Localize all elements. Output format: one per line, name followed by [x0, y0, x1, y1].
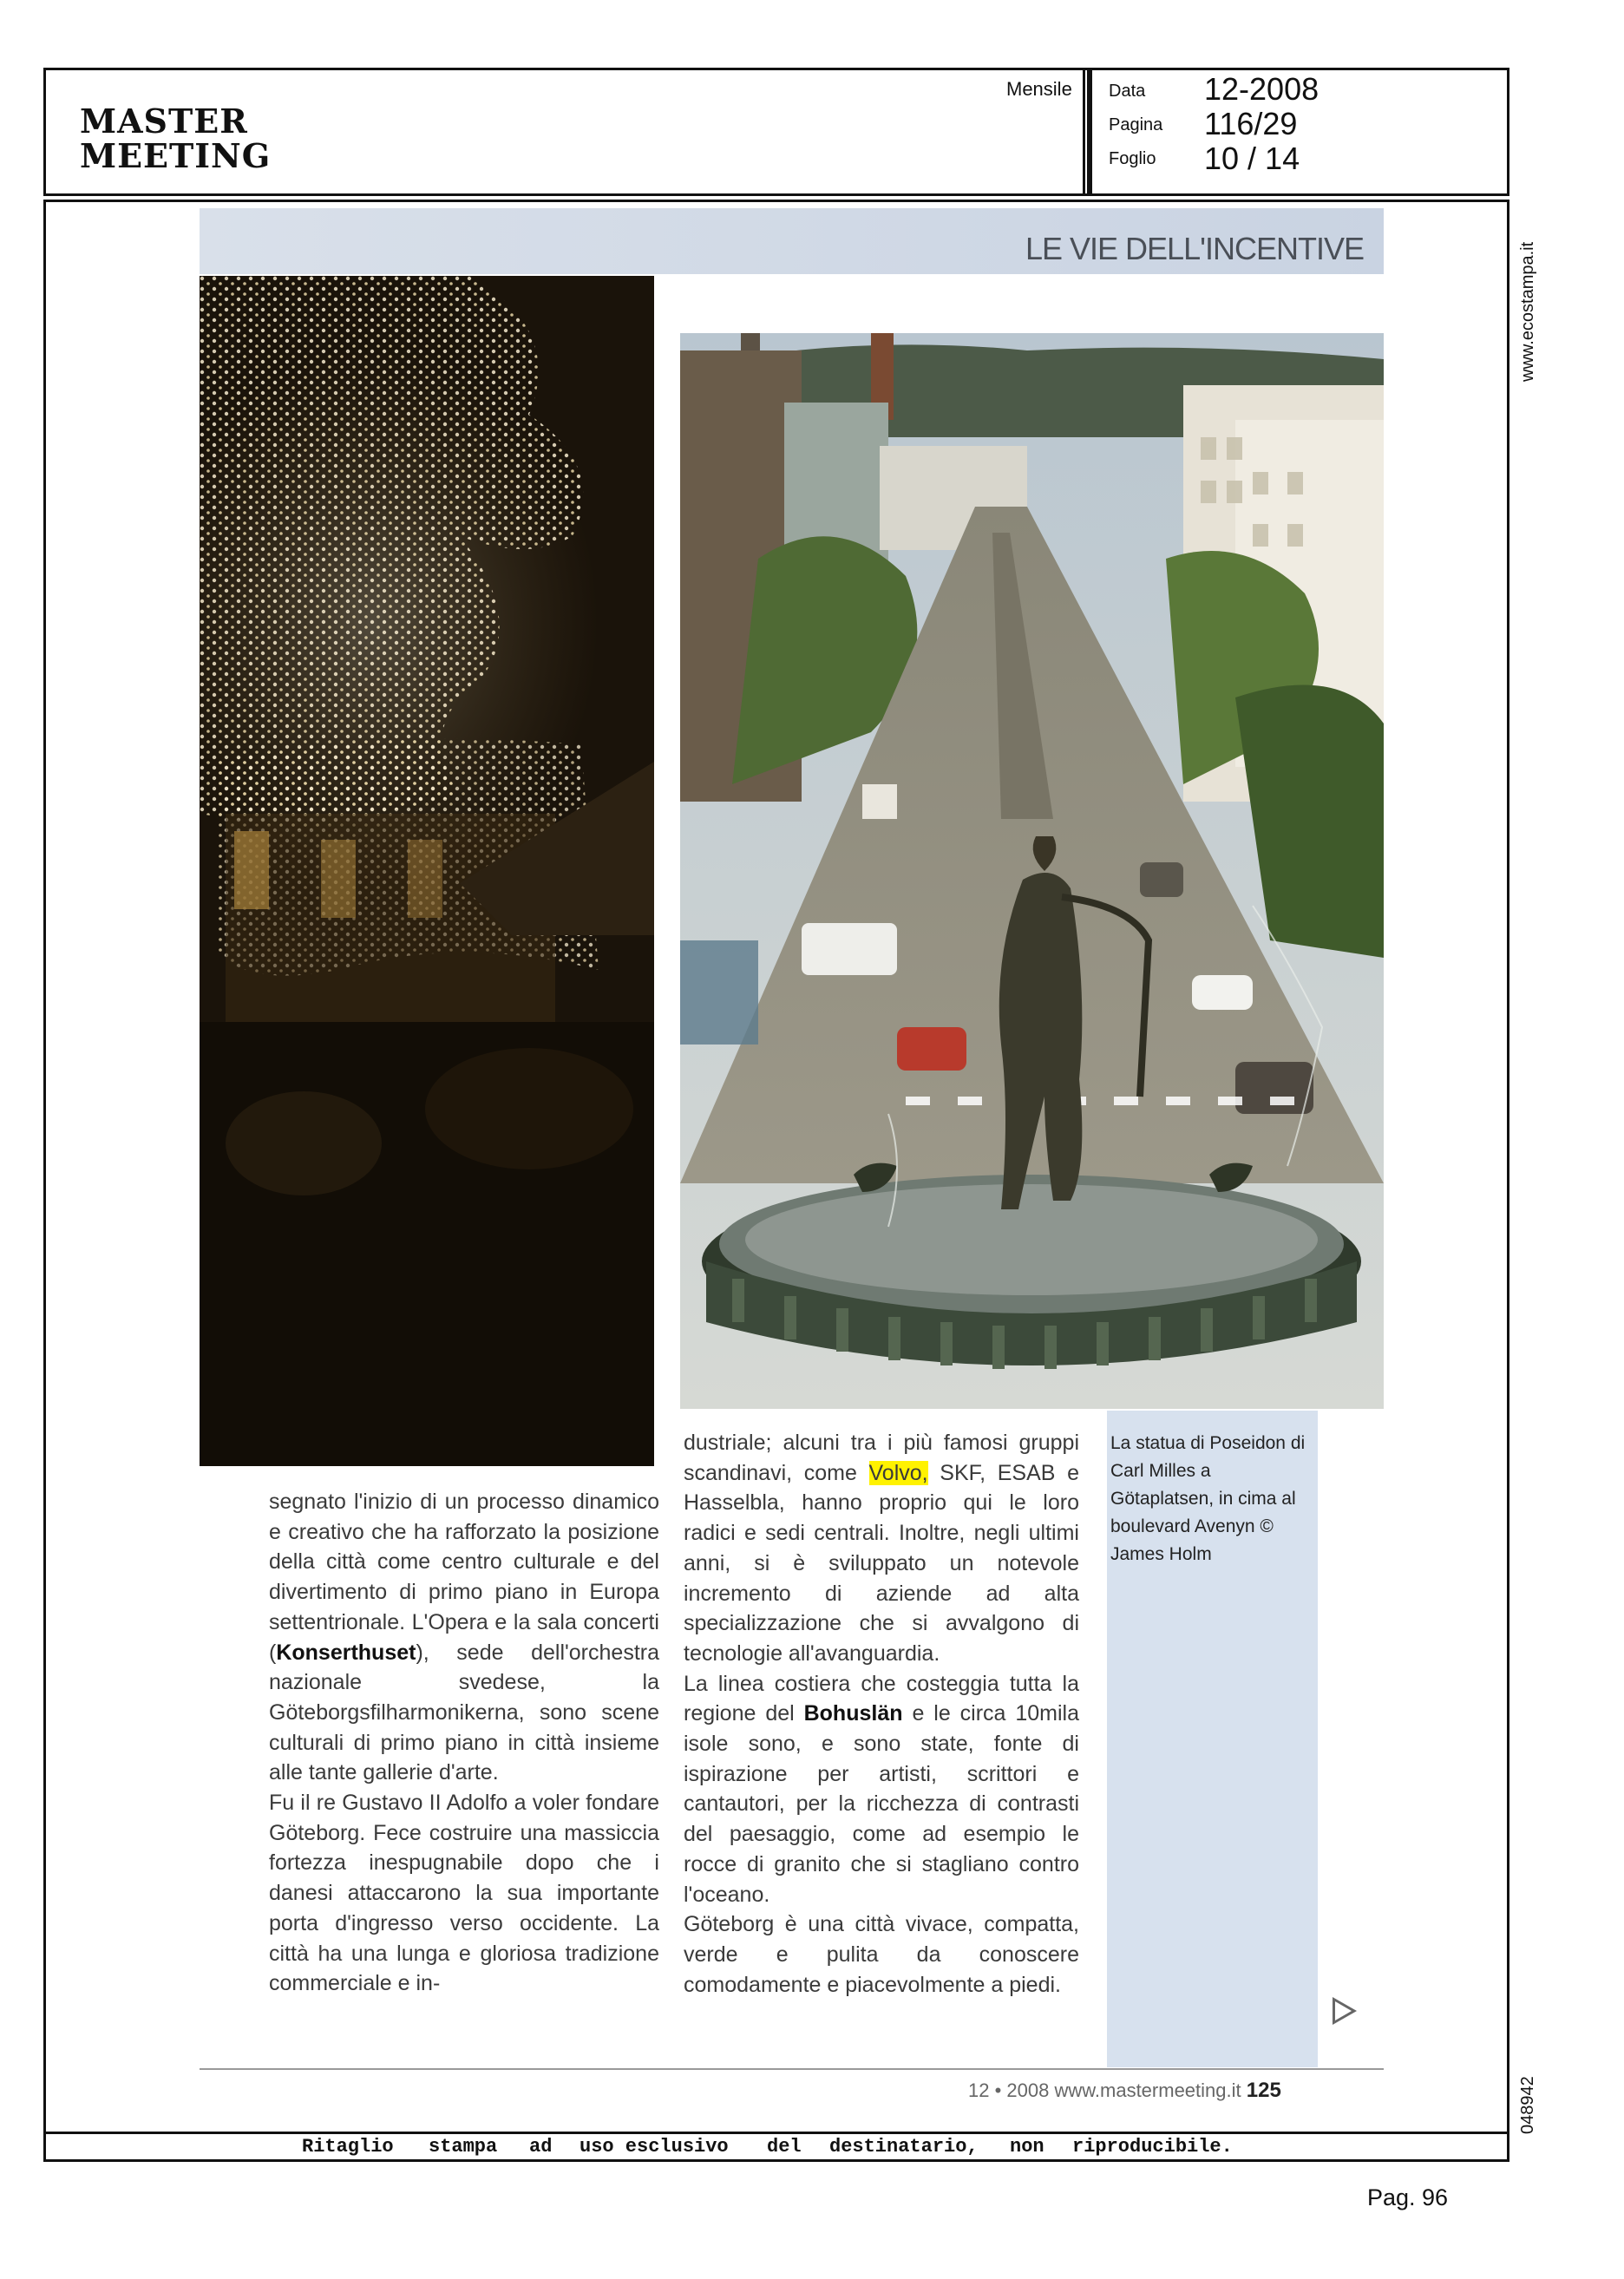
bohuslan-bold: Bohuslän: [803, 1701, 903, 1726]
pagina-label: Pagina: [1109, 115, 1163, 134]
christmas-lights-illustration: [200, 276, 654, 1466]
photo-christmas-lights: [200, 276, 654, 1466]
disclaimer-word: destinatario,: [829, 2136, 979, 2158]
article-column-1: [269, 1487, 659, 1999]
document-page-number: Pag. 96: [1367, 2184, 1449, 2210]
disclaimer-word: ad: [529, 2136, 553, 2158]
metadata-divider: [1083, 68, 1085, 196]
folio-line: [968, 2079, 1281, 2103]
col2-p1-text-a: dustriale; alcuni tra i più famosi gruppi scandinavi, come: [684, 1431, 1079, 1485]
disclaimer-rule: [43, 2132, 1509, 2134]
code-text: 048942: [1518, 2076, 1537, 2134]
folio-text: 12 • 2008 www.mastermeeting.it: [968, 2079, 1241, 2101]
col2-p1-text-b: SKF, ESAB e Hasselbla, hanno proprio qui le loro radici e sedi centrali. Inoltre, negli ultimi anni, si è sviluppato un notevole incremento di aziende ad alta specializzazione che si avvalgono di tecnologie all'avanguardia.: [684, 1460, 1079, 1666]
photo-poseidon-statue: [680, 333, 1384, 1409]
col2-p2-text-a: La linea costiera che costeggia tutta la regione del: [684, 1671, 1079, 1726]
foglio-label: Foglio: [1109, 149, 1156, 168]
footer-rule: [200, 2068, 1384, 2070]
photo-caption: La statua di Poseidon di Carl Milles a Götaplatsen, in cima al boulevard Avenyn © James Holm: [1110, 1433, 1306, 1564]
logo-line-2: MEETING: [80, 136, 272, 175]
col1-p1-text-b: ), sede dell'orchestra nazionale svedese, la Göteborgsfilharmonikerna, sono scene culturali di primo piano in città insieme alle tante gallerie d'arte.: [269, 1640, 659, 1785]
data-value: 12-2008: [1204, 71, 1320, 107]
website-text: www.ecostampa.it: [1518, 241, 1537, 382]
poseidon-boulevard-illustration: [680, 333, 1384, 1409]
konserthuset-bold: Konserthuset: [276, 1640, 416, 1665]
col2-paragraph-2: [684, 1669, 1079, 1910]
col2-paragraph-1: [684, 1428, 1079, 1669]
disclaimer-word: non: [1010, 2136, 1044, 2158]
frequency-label: Mensile: [1006, 78, 1072, 100]
disclaimer-word: stampa: [429, 2136, 498, 2158]
col2-paragraph-3: Göteborg è una città vivace, compatta, verde e pulita da conoscere comodamente e piacevolmente a piedi.: [684, 1912, 1079, 1997]
section-title: LE VIE DELL'INCENTIVE: [1025, 231, 1364, 266]
col2-p2-text-b: e le circa 10mila isole sono, e sono state, fonte di ispirazione per artisti, scrittori e cantautori, per la ricchezza di contrasti del paesaggio, come ad esempio le rocce di granito che si stagliano contro l'oceano.: [684, 1701, 1079, 1907]
col1-paragraph-2: Fu il re Gustavo II Adolfo a voler fondare Göteborg. Fece costruire una massiccia fortezza inespugnabile dopo che i danesi attaccarono la sua importante porta d'ingresso verso occidente. La città ha una lunga e gloriosa tradizione commerciale e in-: [269, 1791, 659, 1996]
page-number: 125: [1246, 2079, 1281, 2102]
col1-p1-text-a: segnato l'inizio di un processo dinamico e creativo che ha rafforzato la posizione della città come centro culturale e del divertimento di primo piano in Europa settentrionale. L'Opera e la sala concerti (: [269, 1490, 659, 1665]
side-website: [1518, 217, 1537, 382]
play-triangle-icon: [1333, 1997, 1357, 2025]
data-label: Data: [1109, 82, 1146, 101]
disclaimer-word: del: [767, 2136, 802, 2158]
col1-paragraph-1: [269, 1487, 659, 1788]
pagina-value: 116/29: [1204, 106, 1298, 141]
foglio-value: 10 / 14: [1204, 141, 1300, 176]
logo-line-1: MASTER: [80, 102, 248, 141]
article-column-2: [684, 1428, 1079, 2000]
disclaimer-word: riproducibile.: [1072, 2136, 1233, 2158]
disclaimer-word: uso esclusivo: [580, 2136, 729, 2158]
publication-logo: [80, 104, 271, 174]
volvo-highlight: Volvo,: [868, 1460, 928, 1485]
disclaimer-word: Ritaglio: [302, 2136, 394, 2158]
